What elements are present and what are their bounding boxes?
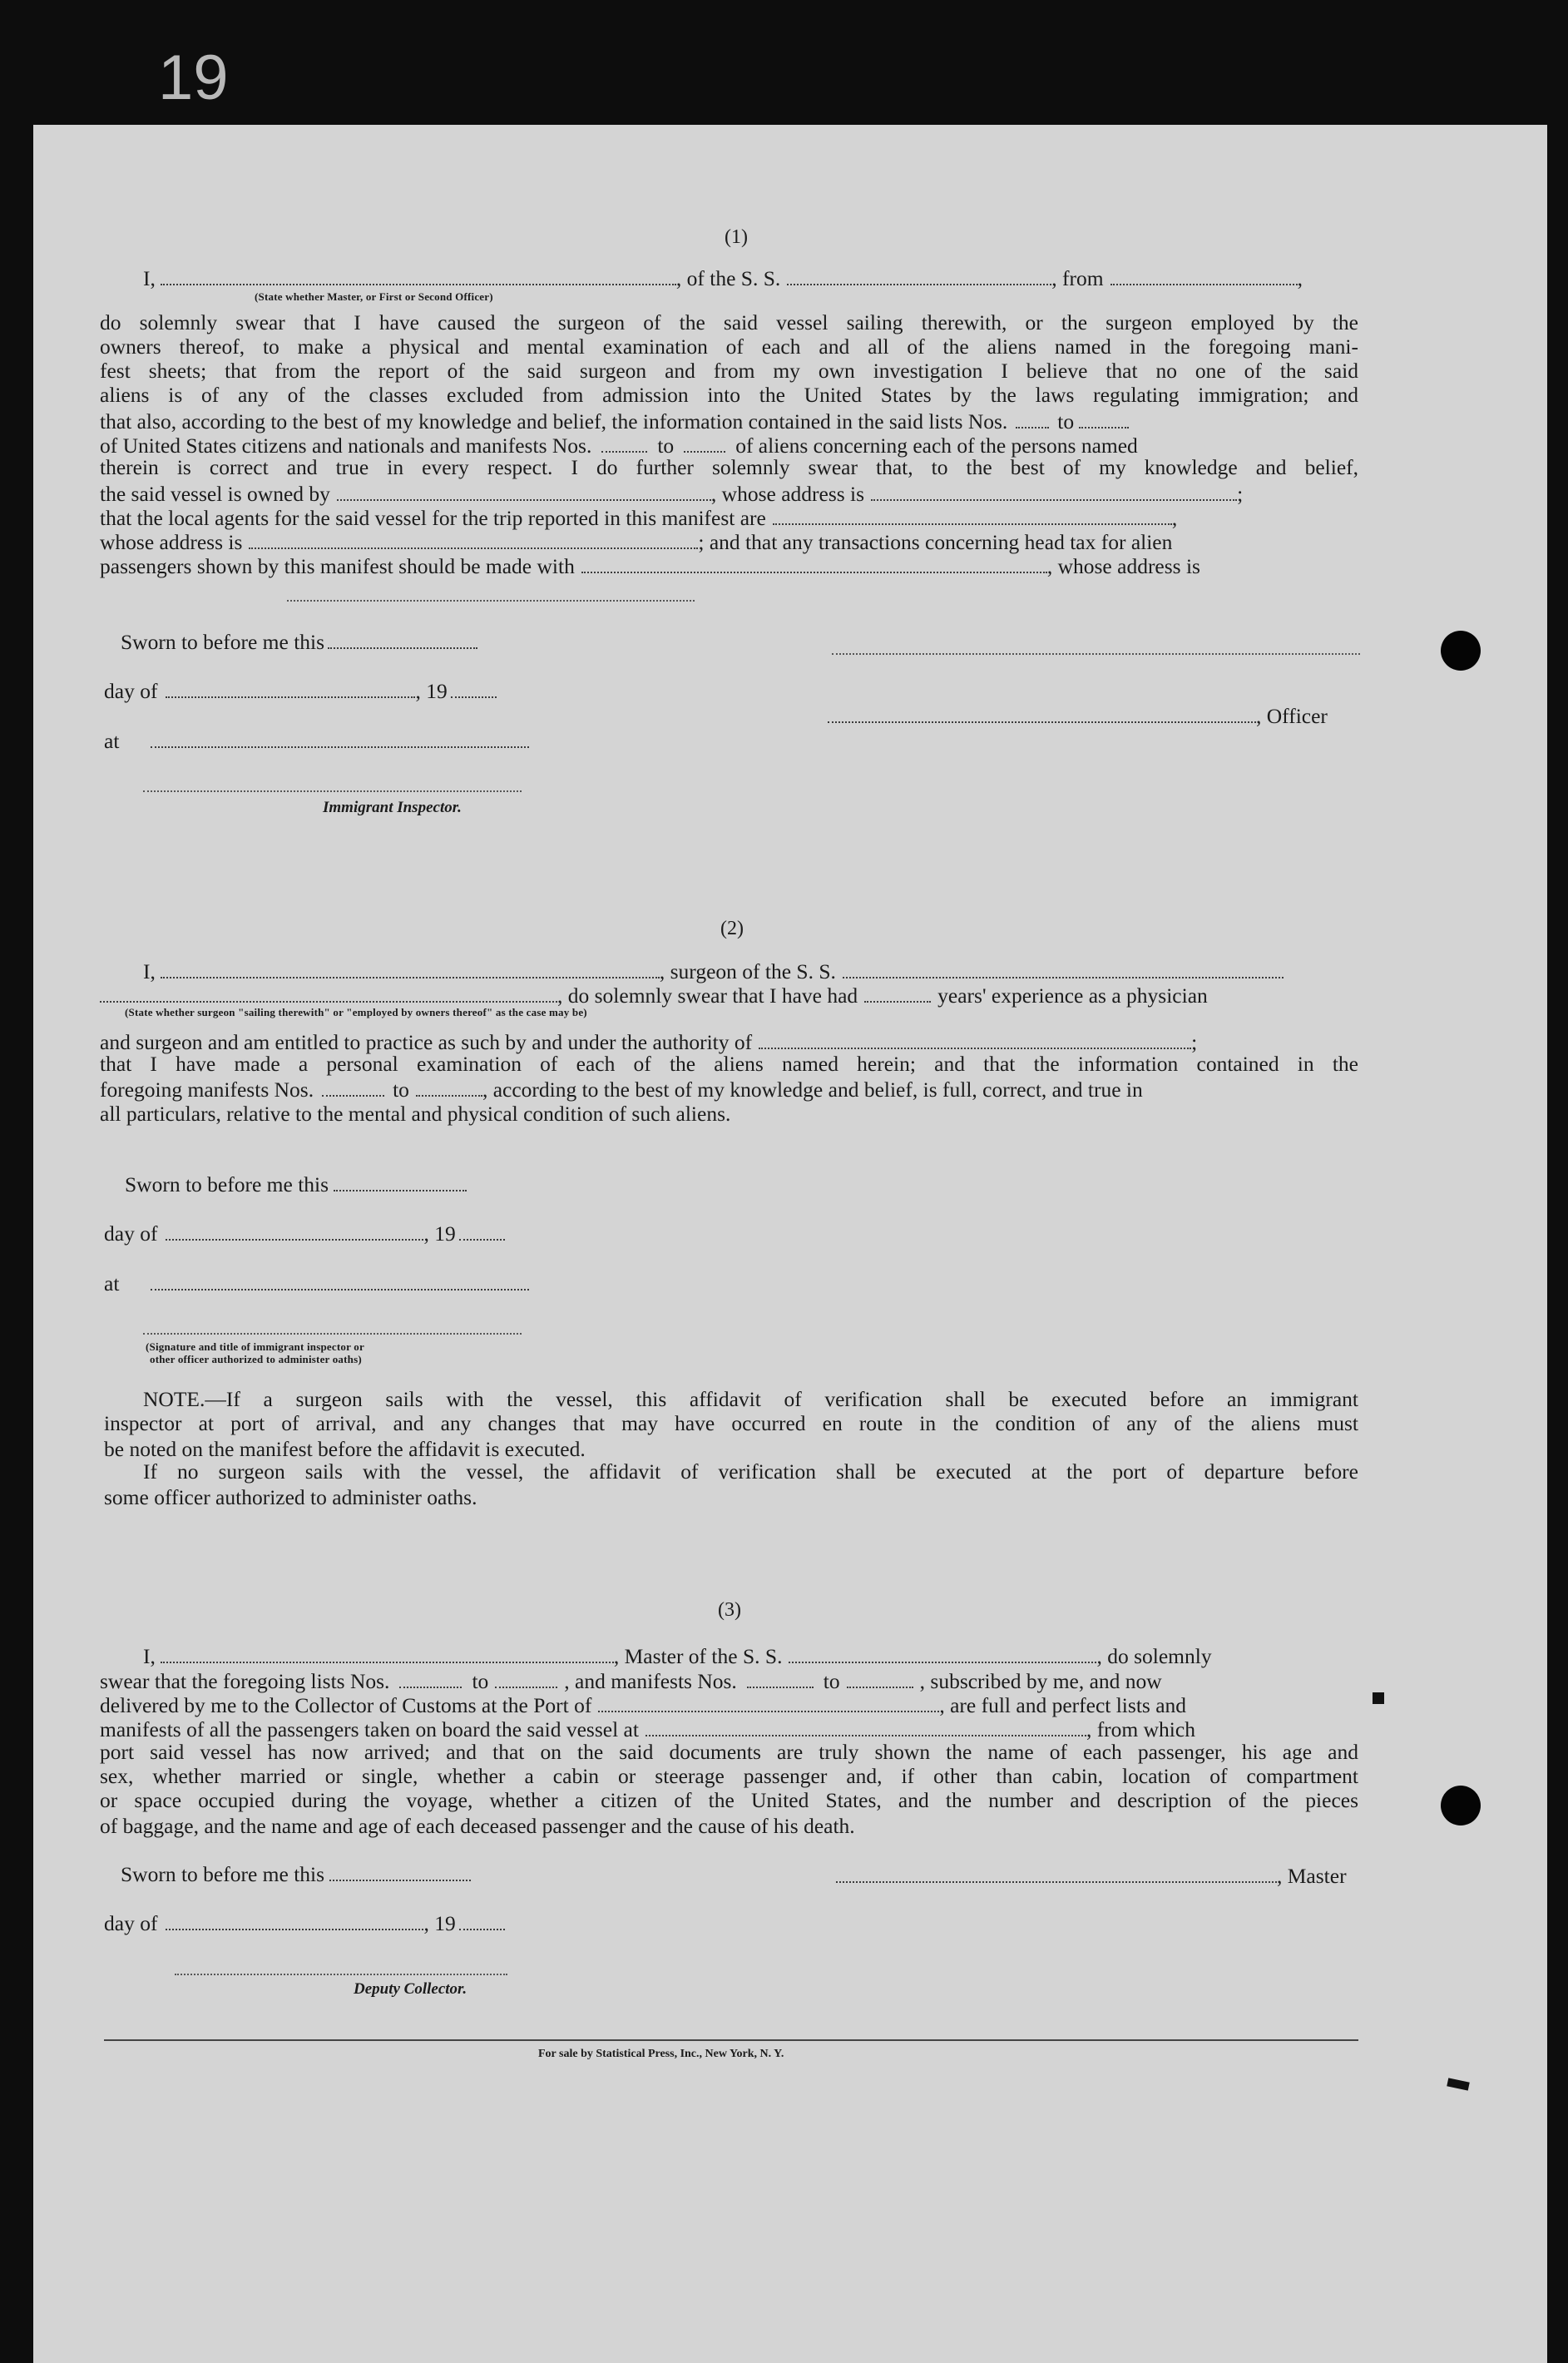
- section-1-heading: (1): [725, 226, 748, 248]
- final-lists-to-field[interactable]: [495, 1686, 557, 1688]
- note-line: be noted on the manifest before the affidavit is executed.: [104, 1437, 586, 1461]
- section-2-intro: I, , surgeon of the S. S.: [143, 961, 1284, 983]
- surgeon-manifests-to-field[interactable]: [416, 1094, 482, 1097]
- section-3-sworn: Sworn to before me this: [121, 1864, 471, 1885]
- final-lists-from-field[interactable]: [399, 1686, 462, 1688]
- section-3-line-3: delivered by me to the Collector of Customs at the Port of , are full and perfect lists and: [100, 1693, 1187, 1717]
- sworn-day-field[interactable]: [328, 646, 477, 649]
- section-3-para-line: or space occupied during the voyage, whether a citizen of the United States, and the number and description of the pieces: [100, 1788, 1358, 1812]
- section-3-heading: (3): [718, 1599, 741, 1621]
- section-2-heading: (2): [720, 918, 744, 939]
- port-of-arrival-field[interactable]: [598, 1710, 939, 1712]
- lists-from-field[interactable]: [1016, 426, 1049, 429]
- section-1-signature-title: Immigrant Inspector.: [323, 799, 462, 816]
- section-2-day: day of , 19: [104, 1223, 505, 1245]
- section-1-day: day of , 19: [104, 681, 497, 702]
- section-1-para-line: aliens is of any of the classes excluded from admission into the United States by the laws regulating immigration; and: [100, 383, 1358, 407]
- signature-line[interactable]: [143, 790, 522, 792]
- head-tax-party-field[interactable]: [581, 571, 1047, 573]
- agents-address-field[interactable]: [249, 547, 698, 549]
- sworn-year-field[interactable]: [451, 696, 497, 698]
- section-1-headtax-line: passengers shown by this manifest should be made with , whose address is: [100, 554, 1200, 578]
- collector-sworn-year-field[interactable]: [459, 1928, 505, 1930]
- section-1-para-line: owners thereof, to make a physical and mental examination of each and all of the aliens named in the foregoing mani-: [100, 334, 1358, 359]
- section-1-owner-line: the said vessel is owned by , whose address is ;: [100, 482, 1244, 506]
- section-1-officer: , Officer: [828, 706, 1328, 727]
- final-manifests-from-field[interactable]: [747, 1686, 814, 1688]
- divider: [287, 600, 695, 602]
- section-3-para-line: port said vessel has now arrived; and that on the said documents are truly shown the name of each passenger, his age and: [100, 1740, 1358, 1764]
- collector-sworn-month-field[interactable]: [166, 1928, 423, 1930]
- section-3-para-line: sex, whether married or single, whether a cabin or steerage passenger and, if other than cabin, location of compartment: [100, 1764, 1358, 1788]
- section-3-master: , Master: [836, 1865, 1347, 1887]
- years-experience-field[interactable]: [864, 1000, 931, 1003]
- signature-note-1: (Signature and title of immigrant inspector or: [146, 1340, 364, 1353]
- section-1-address-line: whose address is ; and that any transactions concerning head tax for alien: [100, 530, 1173, 554]
- surgeon-name-field[interactable]: [161, 976, 660, 978]
- officer-line[interactable]: [832, 653, 1360, 655]
- note-line: some officer authorized to administer oaths.: [104, 1485, 477, 1509]
- surgeon-sworn-day-field[interactable]: [334, 1189, 467, 1191]
- section-1-para-line: therein is correct and true in every respect. I do further solemnly swear that, to the best of my knowledge and belief,: [100, 455, 1358, 479]
- final-manifests-to-field[interactable]: [847, 1686, 913, 1688]
- surgeon-sworn-year-field[interactable]: [459, 1238, 505, 1241]
- port-from-field[interactable]: [1110, 283, 1298, 285]
- section-3-signature-title: Deputy Collector.: [354, 1980, 467, 1998]
- signature-note-2: other officer authorized to administer oaths): [150, 1353, 362, 1365]
- section-2-at: at: [104, 1273, 529, 1295]
- note-line: inspector at port of arrival, and any changes that may have occurred en route in the condition of any of the aliens must: [104, 1411, 1358, 1435]
- punch-hole: [1441, 1786, 1481, 1826]
- manifests-from-field[interactable]: [601, 450, 647, 453]
- section-2-line-6: all particulars, relative to the mental and physical condition of such aliens.: [100, 1102, 731, 1126]
- section-3-intro: I, , Master of the S. S. , do solemnly: [143, 1644, 1212, 1668]
- section-3-day: day of , 19: [104, 1913, 505, 1934]
- section-2-sworn: Sworn to before me this: [125, 1174, 467, 1196]
- note-first-line: NOTE.—If a surgeon sails with the vessel, this affidavit of verification shall be executed before an immigrant: [143, 1387, 1358, 1411]
- master-signature-field[interactable]: [836, 1880, 1277, 1883]
- section-3-line-2: swear that the foregoing lists Nos. to , and manifests Nos. to , subscribed by me, and now: [100, 1669, 1162, 1693]
- note-label: NOTE.: [143, 1387, 205, 1411]
- authority-field[interactable]: [759, 1047, 1191, 1049]
- section-2-line-2: , do solemnly swear that I have had years' experience as a physician: [100, 985, 1208, 1007]
- section-1-at: at: [104, 731, 529, 752]
- local-agents-field[interactable]: [773, 523, 1172, 525]
- master-3-vessel-field[interactable]: [789, 1661, 1096, 1663]
- sworn-place-field[interactable]: [151, 746, 529, 748]
- surgeon-sworn-month-field[interactable]: [166, 1238, 423, 1241]
- bleed-through-trace: [599, 612, 612, 637]
- section-2-surgeon-note: (State whether surgeon "sailing therewith" or "employed by owners thereof" as the case may be): [125, 1006, 587, 1018]
- note-line: If no surgeon sails with the vessel, the affidavit of verification shall be executed at the port of departure before: [143, 1459, 1358, 1484]
- surgeon-vessel-field[interactable]: [843, 976, 1284, 978]
- footer-rule: [104, 2039, 1358, 2041]
- owner-field[interactable]: [337, 498, 711, 501]
- master-3-name-field[interactable]: [161, 1661, 614, 1663]
- section-3-line-8: of baggage, and the name and age of each deceased passenger and the cause of his death.: [100, 1814, 855, 1838]
- section-1-officer-note: (State whether Master, or First or Second Officer): [255, 290, 493, 303]
- section-1-lists-line: that also, according to the best of my knowledge and belief, the information contained in the said lists Nos. to: [100, 411, 1129, 433]
- vessel-name-field[interactable]: [787, 283, 1051, 285]
- signature-line[interactable]: [143, 1333, 522, 1335]
- section-1-para-line: fest sheets; that from the report of the said surgeon and from my own investigation I believe that no one of the said: [100, 359, 1358, 383]
- owner-address-field[interactable]: [871, 498, 1237, 501]
- page-number: 19: [158, 42, 229, 113]
- section-2-line-3: and surgeon and am entitled to practice as such by and under the authority of ;: [100, 1030, 1198, 1054]
- section-2-line-5: foregoing manifests Nos. to , according to the best of my knowledge and belief, is full, correct, and true in: [100, 1077, 1143, 1102]
- port-of-embarkation-field[interactable]: [646, 1734, 1086, 1736]
- officer-signature-field[interactable]: [828, 721, 1256, 723]
- lists-to-field[interactable]: [1079, 426, 1129, 429]
- sworn-month-field[interactable]: [166, 696, 415, 698]
- ink-mark: [1373, 1692, 1384, 1704]
- section-1-manifests-line: of United States citizens and nationals and manifests Nos. to of aliens concerning each of the persons named: [100, 433, 1138, 458]
- collector-sworn-day-field[interactable]: [329, 1879, 471, 1881]
- surgeon-status-field[interactable]: [100, 1000, 557, 1003]
- section-1-sworn: Sworn to before me this: [121, 632, 477, 653]
- punch-hole: [1441, 631, 1481, 671]
- footer-text: For sale by Statistical Press, Inc., New York, N. Y.: [538, 2048, 784, 2060]
- section-3-line-4: manifests of all the passengers taken on board the said vessel at , from which: [100, 1717, 1195, 1741]
- surgeon-manifests-from-field[interactable]: [322, 1094, 384, 1097]
- section-1-intro: I, , of the S. S. , from ,: [143, 266, 1303, 290]
- section-1-agents-line: that the local agents for the said vessel for the trip reported in this manifest are ,: [100, 506, 1178, 530]
- manifests-to-field[interactable]: [684, 450, 725, 453]
- section-2-para-line: that I have made a personal examination of each of the aliens named herein; and that the information contained in the: [100, 1052, 1358, 1076]
- section-1-para-line: do solemnly swear that I have caused the surgeon of the said vessel sailing therewith, or the surgeon employed by the: [100, 310, 1358, 334]
- surgeon-sworn-place-field[interactable]: [151, 1288, 529, 1290]
- signature-line[interactable]: [175, 1974, 507, 1975]
- master-name-field[interactable]: [161, 283, 676, 285]
